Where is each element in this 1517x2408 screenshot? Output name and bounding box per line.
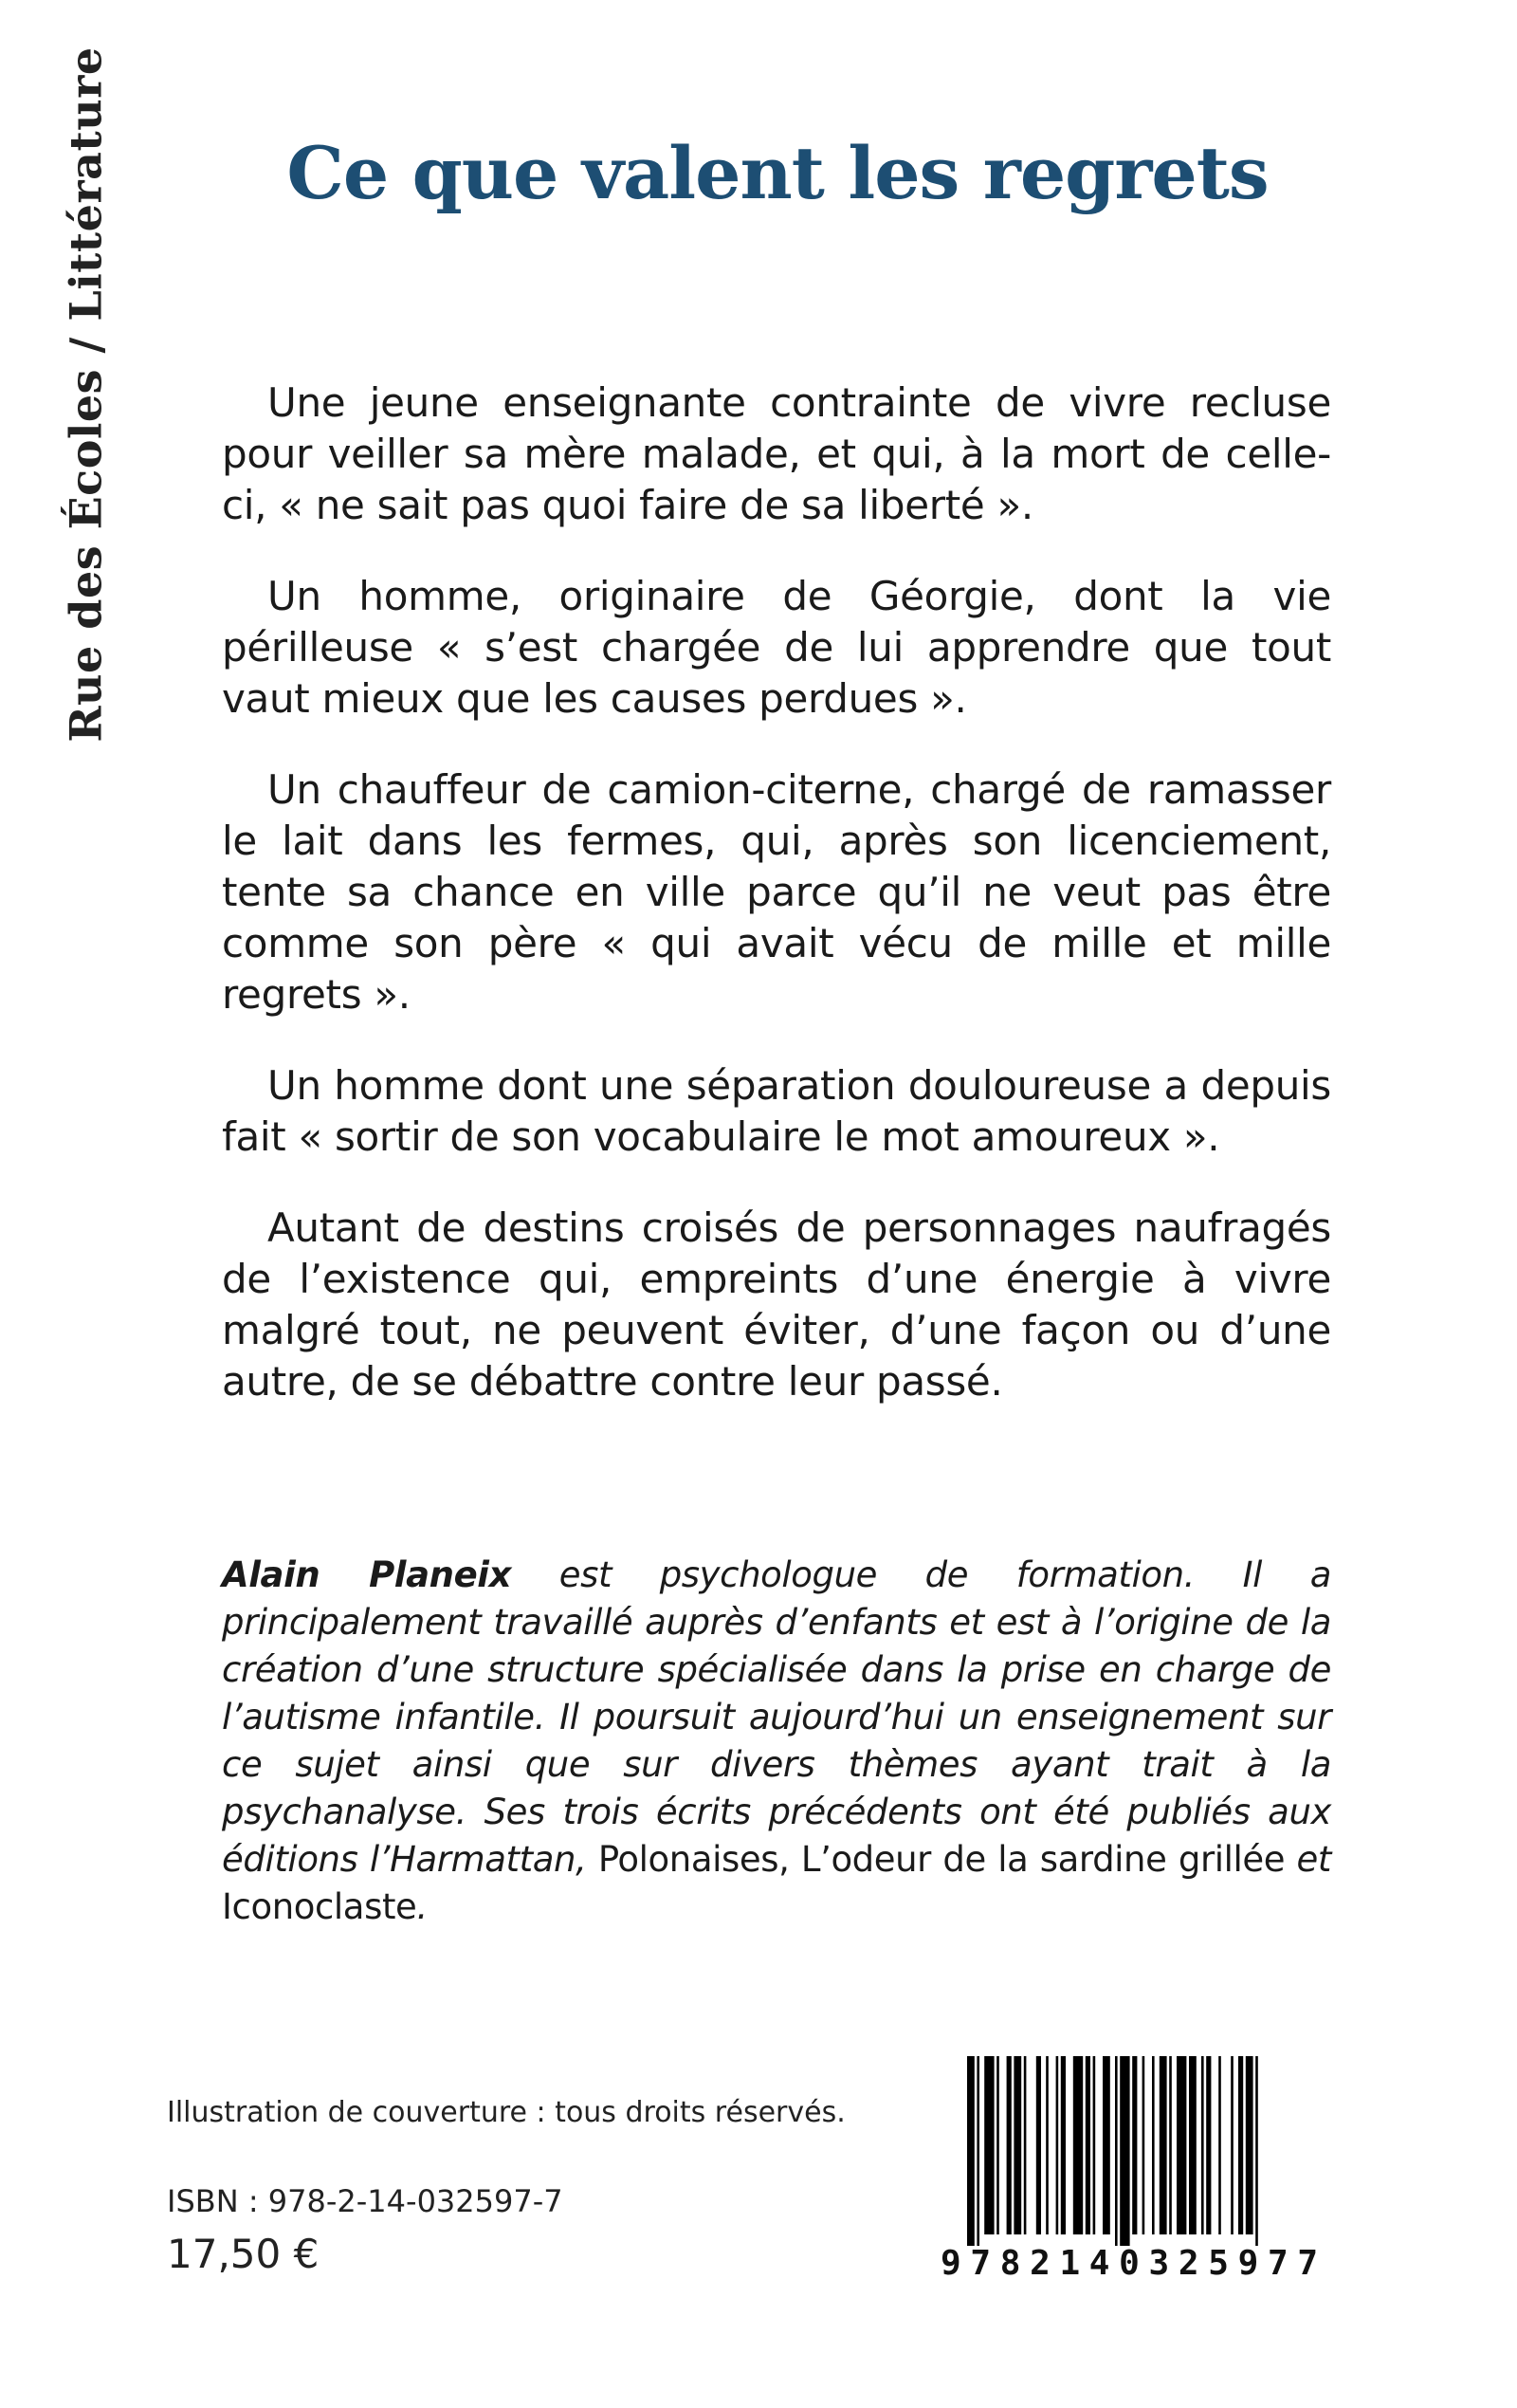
barcode-bar: [1024, 2056, 1027, 2234]
barcode-bar: [996, 2056, 999, 2234]
barcode-digit: 2: [1030, 2244, 1051, 2283]
barcode-bar: [1061, 2056, 1066, 2234]
barcode-digit: 3: [1148, 2244, 1170, 2283]
barcode-digit: 7: [1297, 2244, 1318, 2283]
barcode-bar: [1007, 2056, 1012, 2234]
barcode-bar: [1169, 2056, 1172, 2234]
synopsis-paragraph: Un homme dont une séparation douloureuse a depuis fait « sortir de son vocabulaire le mot amoureux ».: [222, 1062, 1331, 1160]
barcode-bar: [1160, 2056, 1167, 2234]
barcode-bar: [1177, 2056, 1186, 2234]
author-bio: [222, 1552, 1331, 1931]
barcode-bar: [967, 2056, 975, 2246]
isbn: ISBN : 978-2-14-032597-7: [167, 2183, 563, 2219]
barcode-bar: [1093, 2056, 1096, 2234]
barcode-bar: [1103, 2056, 1110, 2234]
barcode-bar: [1036, 2056, 1041, 2234]
spine-text: Rue des Écoles / Littérature: [61, 46, 112, 743]
barcode-digit: 8: [999, 2244, 1021, 2283]
author-name: Alain Planeix: [222, 1554, 512, 1595]
bio-end: .: [416, 1886, 428, 1927]
barcode-bar: [1201, 2056, 1204, 2234]
barcode-bar: [1046, 2056, 1049, 2234]
barcode-bar: [1218, 2056, 1221, 2234]
barcode-digit: 0: [1119, 2244, 1140, 2283]
barcode-bar: [1231, 2056, 1234, 2234]
barcode-bar: [984, 2056, 994, 2234]
synopsis: [222, 377, 1331, 1447]
synopsis-paragraph: Un homme, originaire de Géorgie, dont la vie périlleuse « s’est chargée de lui apprendre que tout vaut mieux que les causes perdues ».: [222, 573, 1331, 722]
barcode-bar: [1189, 2056, 1197, 2234]
barcode-bar: [1255, 2056, 1258, 2246]
barcode-digit: 4: [1088, 2244, 1110, 2283]
synopsis-paragraph: Une jeune enseignante contrainte de vivre recluse pour veiller sa mère malade, et qui, à la mort de celle-ci, « ne sait pas quoi faire de sa liberté ».: [222, 379, 1331, 528]
barcode-digit: 7: [1267, 2244, 1289, 2283]
barcode-bar: [1073, 2056, 1083, 2234]
barcode-bar: [1115, 2056, 1118, 2246]
spine-label: [25, 46, 148, 743]
barcode-bar: [1142, 2056, 1145, 2234]
price: 17,50 €: [167, 2231, 320, 2277]
synopsis-paragraph: Autant de destins croisés de personnages naufragés de l’existence qui, empreints d’une énergie à vivre malgré tout, ne peuvent éviter, d’une façon ou d’une autre, de se débattre contre leur passé.: [222, 1204, 1331, 1405]
barcode-bars: [939, 2056, 1318, 2246]
barcode-bar: [1206, 2056, 1211, 2234]
barcode-digit: 9: [1237, 2244, 1259, 2283]
barcode-digit: 5: [1208, 2244, 1229, 2283]
barcode-bar: [1246, 2056, 1253, 2234]
barcode-bar: [1056, 2056, 1059, 2234]
barcode-bar: [1152, 2056, 1155, 2234]
barcode-bar: [1120, 2056, 1129, 2246]
barcode-digit: 9: [941, 2244, 961, 2283]
bio-connector: et: [1285, 1839, 1331, 1880]
barcode-bar: [1086, 2056, 1090, 2234]
barcode-digit: 2: [1178, 2244, 1199, 2283]
barcode-digit: 1: [1059, 2244, 1081, 2283]
barcode-digit: 7: [970, 2244, 992, 2283]
book-title: Ce que valent les regrets: [286, 131, 1269, 215]
barcode: [939, 2056, 1318, 2282]
illustration-credit: Illustration de couverture : tous droits réservés.: [167, 2096, 846, 2129]
barcode-bar: [1238, 2056, 1243, 2234]
bio-text: est psychologue de formation. Il a principalement travaillé auprès d’enfants et est à l’origine de la création d’une structure spécialisée dans la prise en charge de l’autisme infantile. Il poursuit aujourd’hui un enseignement sur ce sujet ainsi que sur divers thèmes ayant trait à la psychanalyse. Ses trois écrits précédents ont été publiés aux éditions l’Harmattan,: [222, 1554, 1331, 1880]
barcode-bar: [977, 2056, 979, 2246]
barcode-digits: [939, 2244, 1318, 2283]
barcode-bar: [1014, 2056, 1021, 2234]
barcode-bar: [1132, 2056, 1137, 2234]
previous-work-titles: Polonaises, L’odeur de la sardine grillée: [597, 1839, 1286, 1880]
previous-work-title: Iconoclaste: [222, 1886, 417, 1927]
synopsis-paragraph: Un chauffeur de camion-citerne, chargé de ramasser le lait dans les fermes, qui, après son licenciement, tente sa chance en ville parce qu’il ne veut pas être comme son père « qui avait vécu de mille et mille regrets ».: [222, 766, 1331, 1018]
